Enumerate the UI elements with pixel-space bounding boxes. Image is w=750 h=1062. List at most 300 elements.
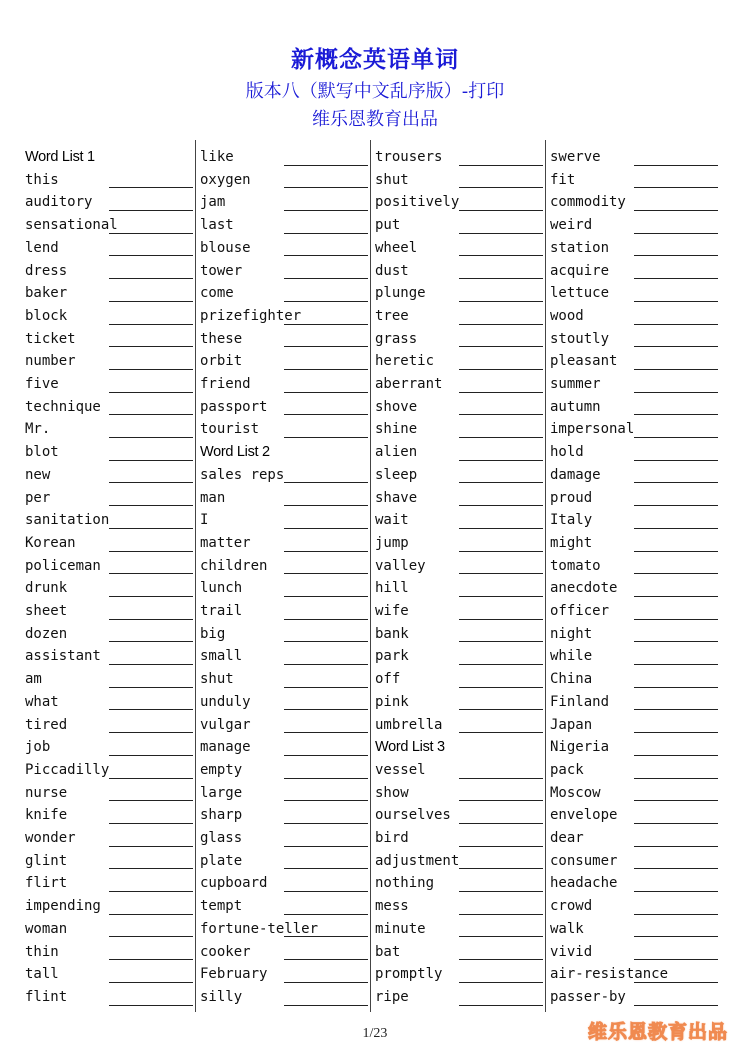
answer-blank <box>459 982 543 983</box>
english-word: Japan <box>550 716 593 733</box>
word-entry <box>25 282 193 305</box>
word-entry <box>25 918 193 941</box>
word-entry <box>200 191 368 214</box>
word-entry <box>375 963 543 986</box>
answer-blank <box>459 482 543 483</box>
word-entry <box>200 464 368 487</box>
english-word: glint <box>25 852 68 869</box>
english-word: large <box>200 784 243 801</box>
word-entry <box>375 804 543 827</box>
word-entry <box>550 487 718 510</box>
english-word: ripe <box>375 988 409 1005</box>
english-word: woman <box>25 920 68 937</box>
word-entry <box>375 169 543 192</box>
word-entry <box>375 373 543 396</box>
answer-blank <box>109 596 193 597</box>
english-word: unduly <box>200 693 251 710</box>
word-entry <box>200 509 368 532</box>
answer-blank <box>459 392 543 393</box>
word-entry <box>200 850 368 873</box>
answer-blank <box>634 800 718 801</box>
english-word: blouse <box>200 239 251 256</box>
answer-blank <box>459 278 543 279</box>
answer-blank <box>634 255 718 256</box>
english-word: these <box>200 330 243 347</box>
word-entry <box>550 941 718 964</box>
answer-blank <box>634 165 718 166</box>
english-word: lunch <box>200 580 243 597</box>
answer-blank <box>109 1005 193 1006</box>
word-entry <box>550 464 718 487</box>
answer-blank <box>109 528 193 529</box>
word-entry <box>550 850 718 873</box>
word-entry <box>200 328 368 351</box>
word-entry <box>375 918 543 941</box>
answer-blank <box>284 437 368 438</box>
english-word: thin <box>25 943 59 960</box>
english-word: weird <box>550 217 593 234</box>
answer-blank <box>459 936 543 937</box>
answer-blank <box>109 619 193 620</box>
word-entry <box>550 918 718 941</box>
english-word: wood <box>550 307 584 324</box>
answer-blank <box>634 437 718 438</box>
word-entry <box>375 577 543 600</box>
answer-blank <box>109 914 193 915</box>
english-word: policeman <box>25 557 101 574</box>
english-word: jam <box>200 194 226 211</box>
answer-blank <box>459 778 543 779</box>
english-word: wheel <box>375 239 418 256</box>
word-entry <box>550 169 718 192</box>
answer-blank <box>459 165 543 166</box>
word-entry <box>25 600 193 623</box>
word-entry <box>375 532 543 555</box>
answer-blank <box>284 732 368 733</box>
word-entry <box>375 850 543 873</box>
answer-blank <box>634 982 718 983</box>
english-word: flint <box>25 988 68 1005</box>
word-list-title: Word List 1 <box>25 149 95 165</box>
word-entry <box>25 623 193 646</box>
answer-blank <box>634 278 718 279</box>
english-word: Piccadilly <box>25 761 110 778</box>
word-entry <box>25 759 193 782</box>
word-entry <box>550 714 718 737</box>
english-word: nothing <box>375 875 435 892</box>
answer-blank <box>284 641 368 642</box>
word-entry <box>550 895 718 918</box>
answer-blank <box>634 301 718 302</box>
word-entry <box>200 645 368 668</box>
answer-blank <box>459 255 543 256</box>
word-entry <box>200 577 368 600</box>
word-entry <box>550 645 718 668</box>
word-entry <box>550 691 718 714</box>
answer-blank <box>109 369 193 370</box>
english-word: summer <box>550 376 601 392</box>
english-word: prizefighter <box>200 307 302 324</box>
word-entry <box>375 441 543 464</box>
answer-blank <box>284 800 368 801</box>
word-entry <box>550 872 718 895</box>
english-word: acquire <box>550 262 610 279</box>
answer-blank <box>284 891 368 892</box>
english-word: tourist <box>200 421 260 438</box>
word-entry <box>375 214 543 237</box>
english-word: pleasant <box>550 353 618 370</box>
word-entry <box>25 714 193 737</box>
answer-blank <box>459 641 543 642</box>
english-word: anecdote <box>550 580 618 597</box>
english-word: swerve <box>550 149 601 165</box>
word-grid <box>22 142 722 1012</box>
answer-blank <box>284 278 368 279</box>
answer-blank <box>284 619 368 620</box>
answer-blank <box>459 1005 543 1006</box>
answer-blank <box>634 596 718 597</box>
english-word: I <box>200 512 209 529</box>
answer-blank <box>634 687 718 688</box>
word-entry <box>375 782 543 805</box>
english-word: jump <box>375 534 409 551</box>
word-entry <box>200 986 368 1009</box>
word-entry <box>200 373 368 396</box>
word-entry <box>550 827 718 850</box>
english-word: fortune-teller <box>200 920 319 937</box>
word-entry <box>550 600 718 623</box>
answer-blank <box>634 392 718 393</box>
english-word: dozen <box>25 625 68 642</box>
word-entry <box>375 260 543 283</box>
english-word: tree <box>375 307 409 324</box>
answer-blank <box>109 846 193 847</box>
english-word: crowd <box>550 898 593 915</box>
english-word: bank <box>375 625 409 642</box>
english-word: ticket <box>25 330 76 347</box>
word-entry <box>25 850 193 873</box>
word-entry <box>375 645 543 668</box>
english-word: trail <box>200 603 243 619</box>
answer-blank <box>459 800 543 801</box>
answer-blank <box>284 664 368 665</box>
word-entry <box>375 986 543 1009</box>
word-entry <box>550 237 718 260</box>
english-word: pack <box>550 761 584 778</box>
answer-blank <box>284 346 368 347</box>
english-word: what <box>25 693 59 710</box>
word-entry <box>550 782 718 805</box>
answer-blank <box>284 210 368 211</box>
english-word: minute <box>375 920 426 937</box>
word-entry <box>550 555 718 578</box>
answer-blank <box>459 369 543 370</box>
word-entry <box>550 305 718 328</box>
english-word: lettuce <box>550 285 610 302</box>
word-column-3 <box>372 142 544 1012</box>
word-entry <box>200 532 368 555</box>
word-entry <box>200 260 368 283</box>
english-word: job <box>25 739 51 756</box>
answer-blank <box>459 914 543 915</box>
english-word: last <box>200 217 234 234</box>
word-entry <box>25 169 193 192</box>
publisher-line: 维乐恩教育出品 <box>312 109 438 130</box>
answer-blank <box>634 187 718 188</box>
answer-blank <box>634 619 718 620</box>
english-word: umbrella <box>375 716 443 733</box>
answer-blank <box>109 664 193 665</box>
answer-blank <box>634 414 718 415</box>
english-word: wait <box>375 512 409 529</box>
word-entry <box>200 827 368 850</box>
word-entry <box>200 714 368 737</box>
word-entry <box>550 260 718 283</box>
answer-blank <box>109 959 193 960</box>
english-word: Mr. <box>25 421 51 438</box>
answer-blank <box>634 528 718 529</box>
answer-blank <box>284 936 368 937</box>
answer-blank <box>459 846 543 847</box>
english-word: aberrant <box>375 376 443 392</box>
page-subtitle: 版本八（默写中文乱序版）-打印 <box>245 81 505 102</box>
word-entry <box>375 895 543 918</box>
answer-blank <box>109 709 193 710</box>
english-word: impersonal <box>550 421 635 438</box>
answer-blank <box>634 936 718 937</box>
english-word: drunk <box>25 580 68 597</box>
answer-blank <box>284 959 368 960</box>
word-entry <box>200 350 368 373</box>
english-word: tomato <box>550 557 601 574</box>
english-word: plunge <box>375 285 426 302</box>
english-word: February <box>200 966 268 983</box>
english-word: baker <box>25 285 68 302</box>
word-entry <box>550 986 718 1009</box>
word-list-heading <box>25 146 193 169</box>
english-word: shave <box>375 489 418 506</box>
word-entry <box>550 214 718 237</box>
english-word: children <box>200 557 268 574</box>
english-word: sheet <box>25 603 68 619</box>
english-word: positively <box>375 194 460 211</box>
english-word: stoutly <box>550 330 610 347</box>
answer-blank <box>634 324 718 325</box>
answer-blank <box>459 619 543 620</box>
answer-blank <box>634 369 718 370</box>
english-word: tower <box>200 262 243 279</box>
watermark-logo: 维乐恩教育出品 <box>587 1021 728 1043</box>
english-word: air-resistance <box>550 966 669 983</box>
answer-blank <box>459 414 543 415</box>
word-entry <box>375 464 543 487</box>
word-entry <box>25 191 193 214</box>
answer-blank <box>459 709 543 710</box>
answer-blank <box>109 392 193 393</box>
answer-blank <box>109 346 193 347</box>
answer-blank <box>634 346 718 347</box>
word-entry <box>375 872 543 895</box>
english-word: oxygen <box>200 171 251 188</box>
word-list-title: Word List 3 <box>375 739 445 756</box>
answer-blank <box>459 324 543 325</box>
english-word: walk <box>550 920 584 937</box>
word-entry <box>25 350 193 373</box>
answer-blank <box>284 165 368 166</box>
english-word: consumer <box>550 852 618 869</box>
english-word: small <box>200 648 243 665</box>
answer-blank <box>634 709 718 710</box>
word-entry <box>200 918 368 941</box>
answer-blank <box>634 823 718 824</box>
answer-blank <box>109 414 193 415</box>
word-entry <box>25 441 193 464</box>
english-word: am <box>25 671 42 688</box>
answer-blank <box>284 187 368 188</box>
english-word: orbit <box>200 353 243 370</box>
word-entry <box>200 282 368 305</box>
answer-blank <box>109 210 193 211</box>
word-entry <box>375 350 543 373</box>
answer-blank <box>459 868 543 869</box>
answer-blank <box>459 664 543 665</box>
answer-blank <box>459 891 543 892</box>
english-word: new <box>25 466 51 483</box>
english-word: wife <box>375 603 409 619</box>
english-word: shine <box>375 421 418 438</box>
english-word: show <box>375 784 409 801</box>
answer-blank <box>284 392 368 393</box>
english-word: passer-by <box>550 988 626 1005</box>
answer-blank <box>109 800 193 801</box>
answer-blank <box>109 301 193 302</box>
answer-blank <box>109 891 193 892</box>
english-word: promptly <box>375 966 443 983</box>
word-entry <box>200 169 368 192</box>
answer-blank <box>459 959 543 960</box>
word-entry <box>375 487 543 510</box>
word-entry <box>25 509 193 532</box>
english-word: shut <box>375 171 409 188</box>
answer-blank <box>284 709 368 710</box>
english-word: put <box>375 217 401 234</box>
answer-blank <box>284 255 368 256</box>
english-word: trousers <box>375 149 443 165</box>
english-word: grass <box>375 330 418 347</box>
answer-blank <box>634 641 718 642</box>
english-word: like <box>200 149 234 165</box>
word-entry <box>200 691 368 714</box>
word-entry <box>25 963 193 986</box>
word-entry <box>200 759 368 782</box>
word-entry <box>375 305 543 328</box>
english-word: ourselves <box>375 807 451 824</box>
answer-blank <box>109 641 193 642</box>
english-word: station <box>550 239 610 256</box>
english-word: cupboard <box>200 875 268 892</box>
word-entry <box>200 736 368 759</box>
answer-blank <box>459 301 543 302</box>
english-word: auditory <box>25 194 93 211</box>
english-word: knife <box>25 807 68 824</box>
word-entry <box>375 418 543 441</box>
word-entry <box>25 260 193 283</box>
english-word: autumn <box>550 398 601 415</box>
word-entry <box>550 668 718 691</box>
english-word: sensational <box>25 217 118 234</box>
word-entry <box>550 509 718 532</box>
english-word: man <box>200 489 226 506</box>
answer-blank <box>284 823 368 824</box>
english-word: plate <box>200 852 243 869</box>
answer-blank <box>109 732 193 733</box>
word-entry <box>375 282 543 305</box>
word-entry <box>25 691 193 714</box>
english-word: Italy <box>550 512 593 529</box>
english-word: passport <box>200 398 268 415</box>
word-entry <box>550 146 718 169</box>
word-entry <box>25 668 193 691</box>
english-word: dust <box>375 262 409 279</box>
english-word: block <box>25 307 68 324</box>
word-entry <box>25 555 193 578</box>
answer-blank <box>459 573 543 574</box>
word-entry <box>375 191 543 214</box>
word-entry <box>375 146 543 169</box>
word-entry <box>550 441 718 464</box>
answer-blank <box>109 324 193 325</box>
english-word: come <box>200 285 234 302</box>
word-list-heading <box>200 441 368 464</box>
answer-blank <box>459 823 543 824</box>
word-column-2 <box>197 142 369 1012</box>
word-entry <box>550 282 718 305</box>
answer-blank <box>634 1005 718 1006</box>
answer-blank <box>109 437 193 438</box>
english-word: per <box>25 489 51 506</box>
english-word: heretic <box>375 353 435 370</box>
english-word: vulgar <box>200 716 251 733</box>
answer-blank <box>459 596 543 597</box>
answer-blank <box>284 573 368 574</box>
english-word: sanitation <box>25 512 110 529</box>
answer-blank <box>634 891 718 892</box>
word-entry <box>200 963 368 986</box>
word-entry <box>25 464 193 487</box>
word-entry <box>25 487 193 510</box>
english-word: Korean <box>25 534 76 551</box>
word-entry <box>200 668 368 691</box>
word-entry <box>25 941 193 964</box>
answer-blank <box>109 255 193 256</box>
answer-blank <box>634 505 718 506</box>
word-entry <box>375 623 543 646</box>
english-word: valley <box>375 557 426 574</box>
word-entry <box>25 804 193 827</box>
word-entry <box>550 532 718 555</box>
word-entry <box>200 305 368 328</box>
english-word: might <box>550 534 593 551</box>
word-entry <box>200 396 368 419</box>
word-entry <box>550 804 718 827</box>
word-entry <box>550 623 718 646</box>
word-entry <box>25 986 193 1009</box>
english-word: headache <box>550 875 618 892</box>
english-word: friend <box>200 376 251 392</box>
answer-blank <box>109 823 193 824</box>
word-entry <box>375 555 543 578</box>
english-word: Moscow <box>550 784 601 801</box>
